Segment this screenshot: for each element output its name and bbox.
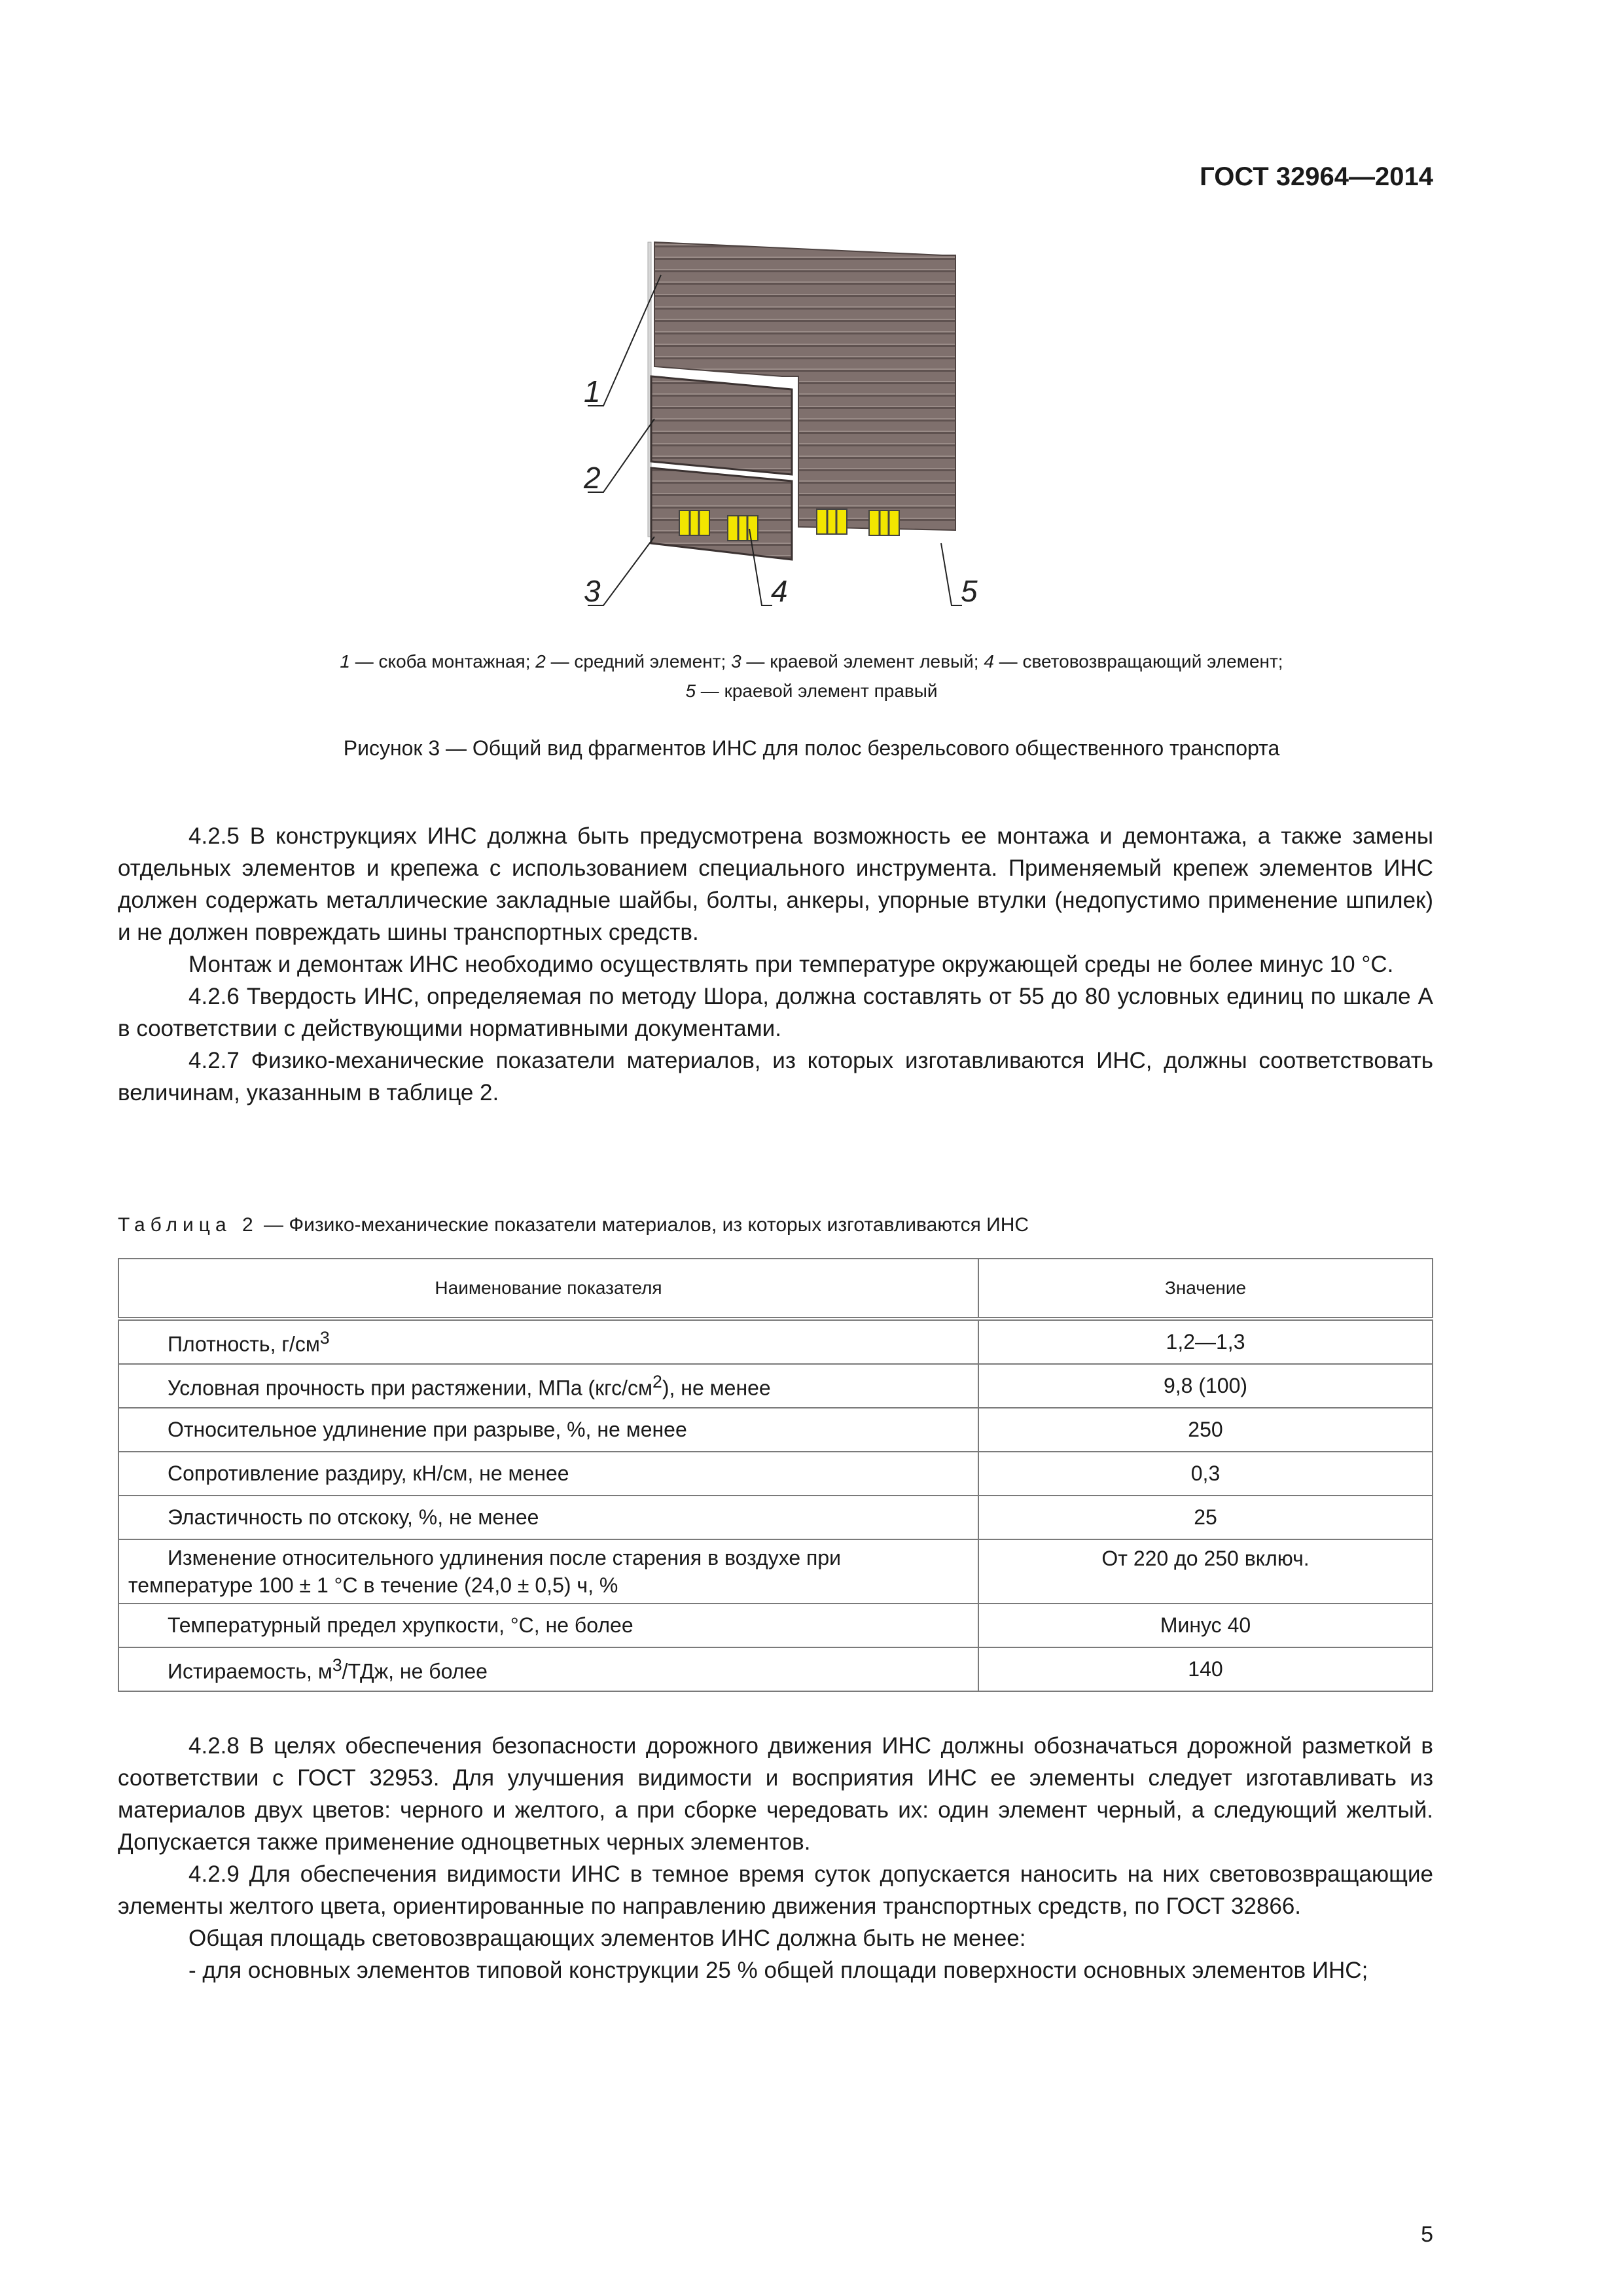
row-value: 140 xyxy=(978,1647,1433,1691)
body-text-before-table xyxy=(118,820,1433,1109)
callout-label-3: 3 xyxy=(584,574,601,608)
table-row xyxy=(118,1452,1433,1496)
figure-legend-line-2: 5 — краевой элемент правый xyxy=(685,681,938,701)
page-number: 5 xyxy=(1421,2222,1433,2247)
paragraph-4-2-5: 4.2.5 В конструкциях ИНС должна быть предусмотрена возможность ее монтажа и демонтажа, а также замены отдельных элементов и крепежа с использованием специального инструмента. Применяемый крепеж элементов ИНС должен содержать металлические закладные шайбы, болты, анкеры, упорные втулки (недопустимо применение шпилек) и не должен повреждать шины транспортных средств. xyxy=(118,823,1433,945)
figure-legend-line-1: 1 — скоба монтажная; 2 — средний элемент; 3 — краевой элемент левый; 4 — световозвращающий элемент; xyxy=(340,651,1283,672)
row-name: Сопротивление раздиру, кН/см, не менее xyxy=(118,1452,978,1496)
table-caption: Таблица 2 — Физико-механические показатели материалов, из которых изготавливаются ИНС xyxy=(118,1214,1029,1236)
reflector-icon xyxy=(728,516,758,541)
paragraph-4-2-6: 4.2.6 Твердость ИНС, определяемая по методу Шора, должна составлять от 55 до 80 условных единиц по шкале А в соответствии с действующими нормативными документами. xyxy=(118,984,1433,1041)
row-value: 9,8 (100) xyxy=(978,1364,1433,1408)
row-value: 250 xyxy=(978,1408,1433,1452)
paragraph-4-2-8: 4.2.8 В целях обеспечения безопасности дорожного движения ИНС должны обозначаться дорожной разметкой в соответствии с ГОСТ 32953. Для улучшения видимости и восприятия ИНС ее элементы следует изготавливать из материалов двух цветов: черного и желтого, а при сборке чередовать их: один элемент черный, а следующий желтый. Допускается также применение одноцветных черных элементов. xyxy=(118,1733,1433,1855)
row-name: Истираемость, $м^3$/ТДж, не более xyxy=(118,1647,978,1691)
table-row xyxy=(118,1364,1433,1408)
callout-label-2: 2 xyxy=(584,461,601,495)
row-name: Плотность, $г/см^3$ xyxy=(118,1319,978,1364)
table-row xyxy=(118,1604,1433,1647)
paragraph-mounting: Монтаж и демонтаж ИНС необходимо осуществлять при температуре окружающей среды не более минус 10 °С. xyxy=(188,952,1394,977)
table-row xyxy=(118,1496,1433,1539)
row-value: 25 xyxy=(978,1496,1433,1539)
table-row xyxy=(118,1647,1433,1691)
reflector-icon xyxy=(869,511,899,535)
edge-element-left xyxy=(651,468,792,560)
paragraph-area: Общая площадь световозвращающих элементов ИНС должна быть не менее: xyxy=(188,1926,1026,1951)
callout-label-1: 1 xyxy=(584,374,601,408)
table-row xyxy=(118,1539,1433,1604)
paragraph-4-2-9: 4.2.9 Для обеспечения видимости ИНС в темное время суток допускается наносить на них световозвращающие элементы желтого цвета, ориентированные по направлению движения транспортных средств, по ГОСТ 32866. xyxy=(118,1861,1433,1919)
callout-label-5: 5 xyxy=(961,574,978,608)
document-header: ГОСТ 32964—2014 xyxy=(1200,162,1433,191)
row-name: Относительное удлинение при разрыве, %, не менее xyxy=(118,1408,978,1452)
reflector-icon xyxy=(817,509,847,534)
figure-illustration xyxy=(576,236,982,628)
table-row xyxy=(118,1319,1433,1364)
middle-element xyxy=(651,376,792,475)
column-header-value: Значение xyxy=(978,1259,1433,1319)
row-name: Условная прочность при растяжении, МПа $(кгс/см^2)$, не менее xyxy=(118,1364,978,1408)
reflector-icon xyxy=(679,511,709,535)
row-name: Температурный предел хрупкости, °С, не более xyxy=(118,1604,978,1647)
paragraph-4-2-7: 4.2.7 Физико-механические показатели материалов, из которых изготавливаются ИНС, должны соответствовать величинам, указанным в таблице 2. xyxy=(118,1048,1433,1105)
figure-title: Рисунок 3 — Общий вид фрагментов ИНС для полос безрельсового общественного транспорта xyxy=(343,736,1280,760)
row-value: 1,2—1,3 xyxy=(978,1319,1433,1364)
row-value: От 220 до 250 включ. xyxy=(978,1539,1433,1604)
paragraph-list-item: - для основных элементов типовой конструкции 25 % общей площади поверхности основных элементов ИНС; xyxy=(188,1958,1368,1983)
table-header-row xyxy=(118,1259,1433,1319)
row-value: Минус 40 xyxy=(978,1604,1433,1647)
column-header-name: Наименование показателя xyxy=(118,1259,978,1319)
table-row xyxy=(118,1408,1433,1452)
body-text-after-table xyxy=(118,1730,1433,1986)
row-name: Эластичность по отскоку, %, не менее xyxy=(118,1496,978,1539)
row-value: 0,3 xyxy=(978,1452,1433,1496)
callout-label-4: 4 xyxy=(771,574,788,608)
properties-table xyxy=(118,1258,1433,1692)
row-name: Изменение относительного удлинения после старения в воздухе при температуре 100 ± 1 °С в течение (24,0 ± 0,5) ч, % xyxy=(118,1539,978,1604)
